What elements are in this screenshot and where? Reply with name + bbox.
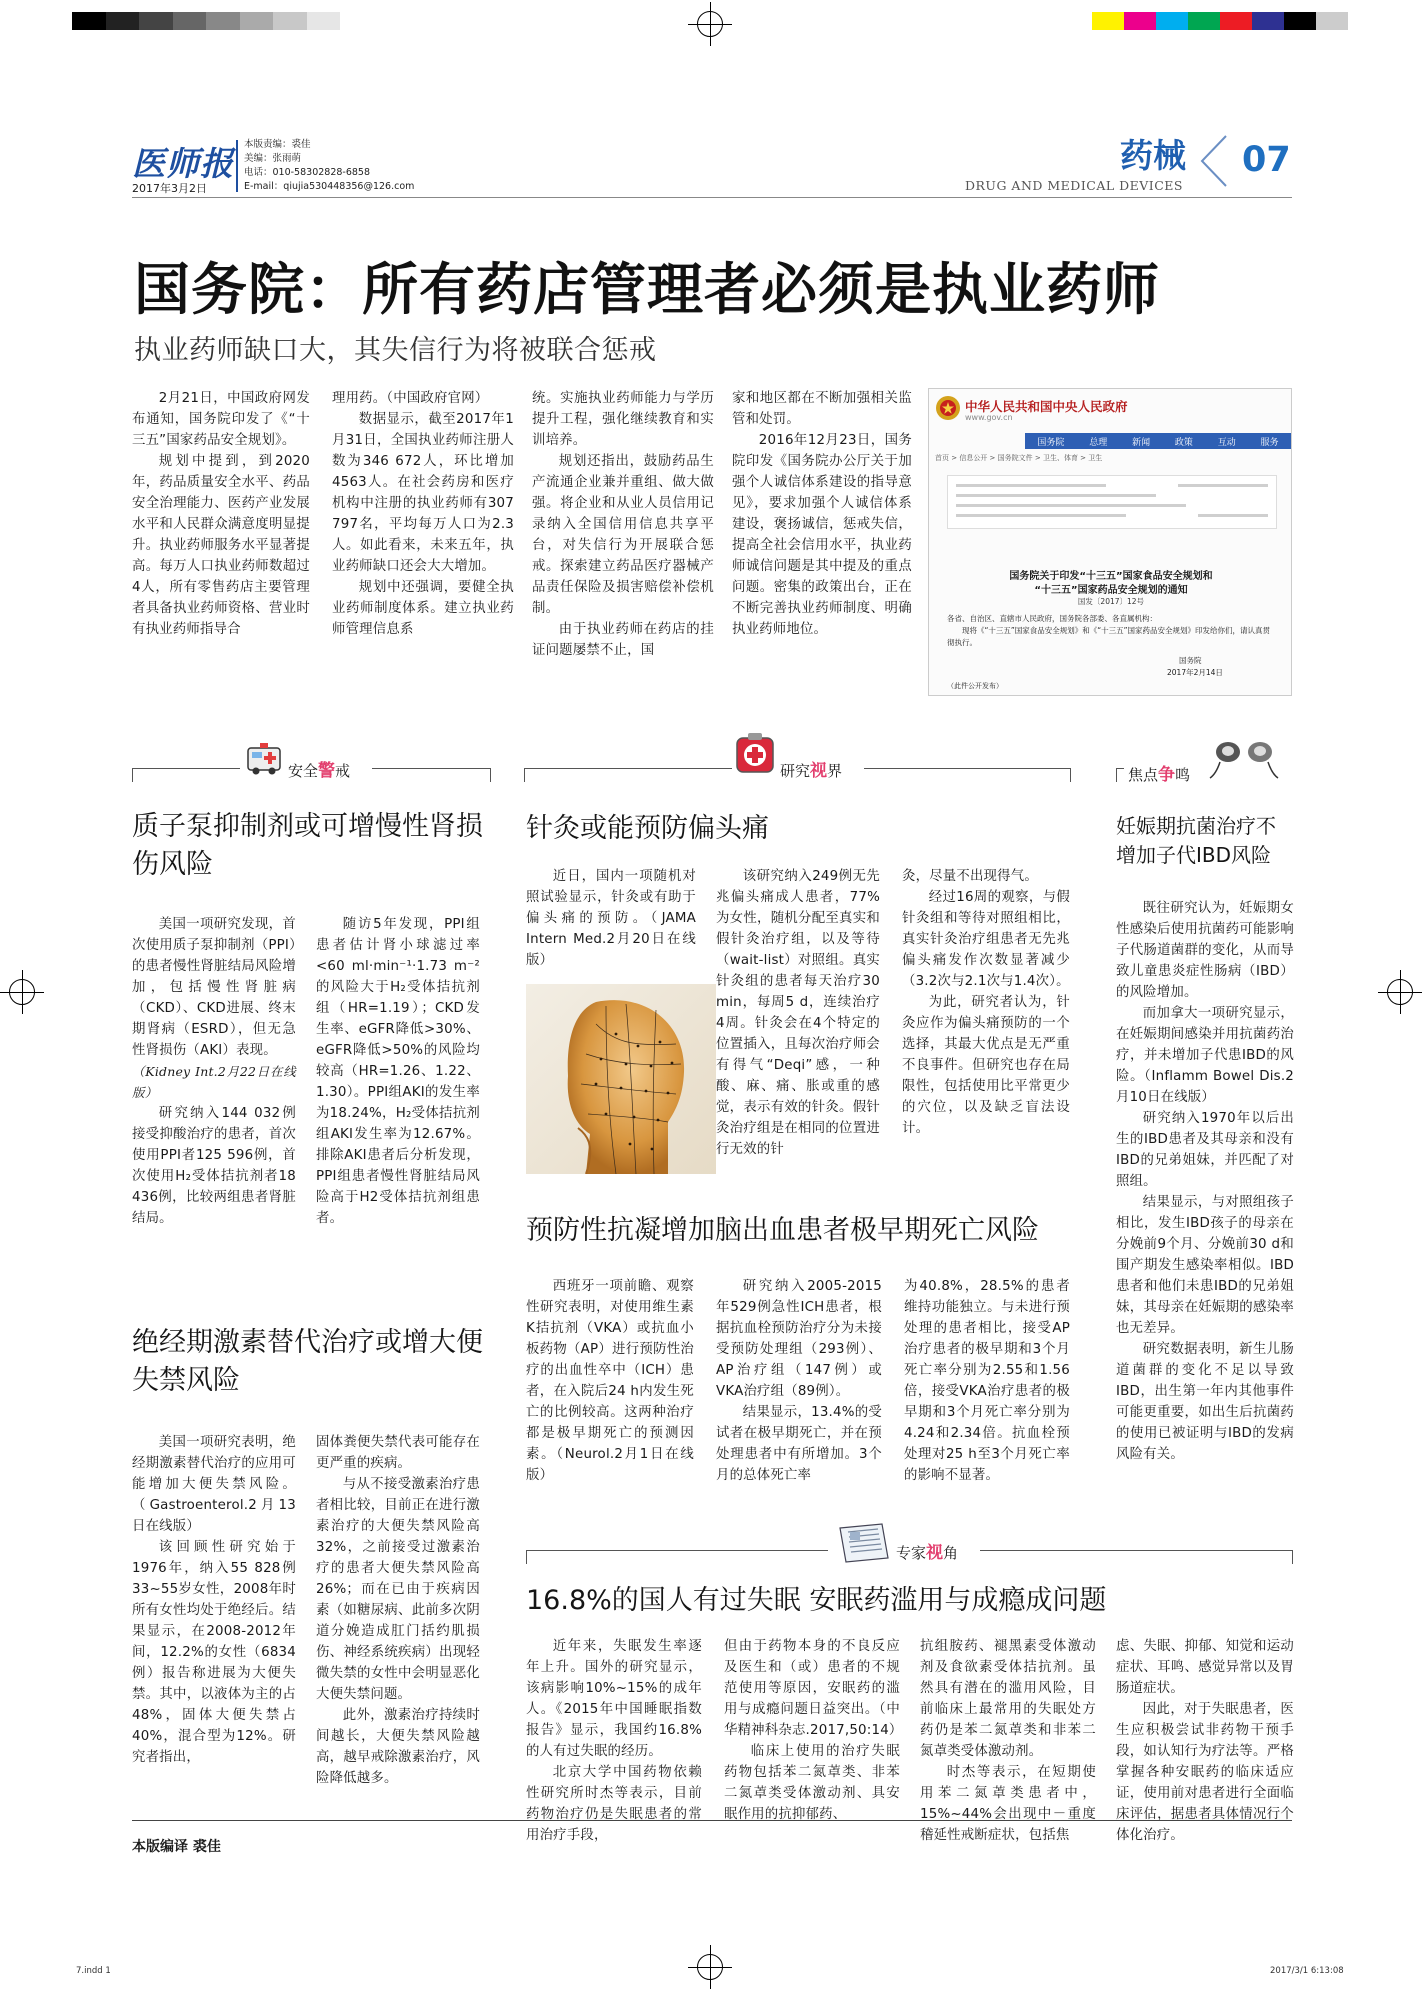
registration-mark-bottom	[688, 1945, 732, 1989]
lead-para: 家和地区都在不断加强相关监管和处罚。	[732, 391, 912, 427]
insomnia-col-2	[724, 1636, 903, 1825]
insomnia-para: 抗组胺药、褪黑素受体激动剂及食欲素受体拮抗剂。虽然具有潜在的滥用风险，目前临床上最常用的失眠处方药仍是苯二氮䓬类和非苯二氮䓬类受体激动剂。	[920, 1639, 1096, 1759]
gov-doc-meta-box	[947, 475, 1277, 529]
hrt-para: 美国一项研究表明，绝经期激素替代治疗的应用可能增加大便失禁风险。（Gastroenterol.2月13日在线版）	[132, 1435, 296, 1534]
gov-doc-sign: 国务院	[1179, 656, 1202, 665]
gov-nav-item[interactable]: 政策	[1174, 437, 1193, 448]
medical-kit-icon	[734, 732, 776, 776]
ambulance-icon	[244, 738, 284, 778]
hrt-col-1	[132, 1432, 296, 1768]
ppi-citation: （Kidney Int.2月22日在线版）	[132, 1064, 296, 1100]
masthead-date: 2017年3月2日	[132, 182, 207, 195]
insomnia-col-4	[1116, 1636, 1294, 1846]
section-chevron-icon	[1198, 134, 1228, 188]
ibd-para: 研究纳入1970年以后出生的IBD患者及其母亲和没有IBD的兄弟姐妹，并匹配了对照组。	[1116, 1111, 1294, 1189]
newspaper-icon	[834, 1520, 894, 1564]
anticoag-col-2	[716, 1276, 882, 1486]
lead-subheadline: 执业药师缺口大，其失信行为将被联合惩戒	[134, 335, 657, 366]
masthead-editor: 本版责编：裘佳	[244, 139, 311, 150]
lead-para: 理用药。（中国政府官网）	[332, 391, 489, 406]
gov-nav-item[interactable]: 互动	[1217, 437, 1236, 448]
insomnia-para: 近年来，失眠发生率逐年上升。国外的研究显示，该病影响10%~15%的成年人。《2015年中国睡眠指数报告》显示，我国约16.8%的人有过失眠的经历。	[526, 1639, 702, 1759]
hrt-col-2	[316, 1432, 480, 1789]
gov-site-name: 中华人民共和国中央人民政府	[965, 399, 1128, 414]
acupuncture-title: 针灸或能预防偏头痛	[526, 813, 769, 844]
ibd-para: 结果显示，与对照组孩子相比，发生IBD孩子的母亲在分娩前9个月、分娩前30 d和围产期发生感染率相似。IBD患者和他们未患IBD的兄弟姐妹，其母亲在妊娠期的感染率也无差异。	[1116, 1195, 1294, 1336]
gov-nav-bar	[1025, 433, 1291, 449]
insomnia-para: 临床上使用的治疗失眠药物包括苯二氮䓬类、非苯二氮䓬类受体激动剂、具安眠作用的抗抑郁药、	[724, 1744, 900, 1822]
lead-col-3	[532, 388, 714, 661]
lead-para: 由于执业药师在药店的挂证问题屡禁不止，国	[532, 622, 714, 658]
hrt-para: 此外，激素治疗持续时间越长，大便失禁风险越高，越早戒除激素治疗，风险降低越多。	[316, 1708, 480, 1786]
masthead	[132, 138, 432, 198]
debate-speakers-icon	[1208, 732, 1280, 780]
lead-headline: 国务院：所有药店管理者必须是执业药师	[134, 258, 1160, 323]
lead-para: 数据显示，截至2017年1月31日，全国执业药师注册人数为346 672人，环比增加4563人。在社会药房和医疗机构中注册的执业药师有307 797名，平均每万人口为2.3人。如此看来，未来五年，执业药师缺口还会大大增加。	[332, 412, 514, 574]
gov-nav-item[interactable]: 总理	[1089, 437, 1108, 448]
section-subtitle: DRUG AND MEDICAL DEVICES	[965, 178, 1183, 193]
lead-para: 规划中提到，到2020年，药品质量安全水平、药品安全治理能力、医药产业发展水平和人民群众满意度明显提升。执业药师服务水平显著提高。每万人口执业药师数超过4人，所有零售药店主要管理者具备执业药师资格、营业时有执业药师指导合	[132, 454, 310, 637]
lead-col-1	[132, 388, 310, 640]
anticoag-title: 预防性抗凝增加脑出血患者极早期死亡风险	[526, 1215, 1039, 1246]
registration-mark-right	[1378, 970, 1422, 1014]
acupuncture-col-2	[716, 866, 880, 1160]
insomnia-para: 时杰等表示，在短期使用苯二氮䓬类患者中，15%~44%会出现中－重度稽延性戒断症状，包括焦	[920, 1765, 1096, 1843]
acupuncture-para: 灸，尽量不出现得气。	[902, 869, 1038, 884]
anticoag-col-1	[526, 1276, 694, 1486]
insomnia-para: 因此，对于失眠患者，医生应积极尝试非药物干预手段，如认知行为疗法等。严格掌握各种安眠药的临床适应证，使用前对患者进行全面临床评估，据患者具体情况行个体化治疗。	[1116, 1702, 1294, 1843]
label-focus: 焦点争鸣	[1128, 765, 1191, 785]
acupuncture-figure	[526, 984, 716, 1174]
gov-document-screenshot	[928, 388, 1292, 696]
ppi-para: 研究纳入144 032例接受抑酸治疗的患者，首次使用PPI者125 596例，首次使用H₂受体拮抗剂者18 436例，比较两组患者肾脏结局。	[132, 1106, 296, 1226]
acupuncture-para: 该研究纳入249例无先兆偏头痛成人患者，77%为女性，随机分配至真实和假针灸治疗组，以及等待（wait-list）对照组。真实针灸组的患者每天治疗30 min，每周5 d，连续治疗4周。针灸会在4个特定的位置插入，且每次治疗师会有得气“Deqi”感，一种酸、麻、痛、胀或重的感觉，表示有效的针灸。假针灸治疗组是在相同的位置进行无效的针	[716, 869, 880, 1157]
ibd-body	[1116, 898, 1294, 1465]
footer-file: 7.indd 1	[76, 1966, 111, 1976]
gov-breadcrumb: 首页 > 信息公开 > 国务院文件 > 卫生、体育 > 卫生	[935, 454, 1103, 462]
insomnia-para: 北京大学中国药物依赖性研究所时杰等表示，目前药物治疗仍是失眠患者的常用治疗手段，	[526, 1765, 702, 1843]
gov-doc-public-note: （此件公开发布）	[947, 682, 1003, 690]
ppi-title: 质子泵抑制剂或可增慢性肾损伤风险	[132, 811, 483, 880]
lead-para: 2月21日，中国政府网发布通知，国务院印发了《“十三五”国家药品安全规划》。	[132, 391, 310, 448]
footer-compiler: 本版编译 裘佳	[132, 1839, 221, 1855]
anticoag-para: 结果显示，13.4%的受试者在极早期死亡，并在预处理患者中有所增加。3个月的总体死亡率	[716, 1405, 882, 1483]
hrt-para: 与从不接受激素治疗患者相比较，目前正在进行激素治疗的大便失禁风险高32%，之前接受过激素治疗的患者大便失禁风险高26%；而在已由于疾病因素（如糖尿病、此前多次阴道分娩造成肛门括约肌损伤、神经系统疾病）出现轻微失禁的女性中会明显恶化大便失禁问题。	[316, 1477, 480, 1702]
registration-mark-left	[0, 970, 44, 1014]
label-research: 研究视界	[780, 761, 843, 781]
acupuncture-head-model-icon	[526, 984, 716, 1174]
gov-doc-title-2: “十三五”国家药品安全规划的通知	[1034, 585, 1188, 596]
anticoag-para: 为40.8%，28.5%的患者维持功能独立。与未进行预处理的患者相比，接受AP治疗患者的极早期和3个月死亡率分别为2.55和1.56倍，接受VKA治疗患者的极早期和3个月死亡率分别为4.24和2.34倍。抗血栓预处理对25 h至3个月死亡率的影响不显著。	[904, 1279, 1070, 1483]
ibd-para: 研究数据表明，新生儿肠道菌群的变化不足以导致IBD，出生第一年内其他事件可能更重要，如出生后抗菌药的使用已被证明与IBD的发病风险有关。	[1116, 1342, 1294, 1462]
ppi-para: 随访5年发现，PPI组患者估计肾小球滤过率<60 ml·min⁻¹·1.73 m⁻²的风险大于H₂受体拮抗剂组（HR=1.19）；CKD发生率、eGFR降低>30%、eGFR降低>50%的风险均较高（HR=1.26、1.22、1.30）。PPI组AKI的发生率为18.24%，H₂受体拮抗剂组AKI发生率为12.67%。排除AKI患者后分析发现，PPI组患者慢性肾脏结局风险高于H2受体拮抗剂组患者。	[316, 917, 480, 1226]
masthead-phone: 电话：010-58302828-6858	[244, 167, 371, 178]
label-safety: 安全警戒	[288, 761, 351, 781]
masthead-email[interactable]: E-mail：qiujia530448356@126.com	[244, 181, 415, 192]
lead-para: 规划中还强调，要健全执业药师制度体系。建立执业药师管理信息系	[332, 580, 514, 637]
ibd-para: 而加拿大一项研究显示，在妊娠期间感染并用抗菌药治疗，并未增加子代患IBD的风险。（Inflamm Bowel Dis.2月10日在线版）	[1116, 1006, 1294, 1105]
lead-para: 统。实施执业药师能力与学历提升工程，强化继续教育和实训培养。	[532, 391, 714, 448]
section-title: 药械	[1120, 136, 1186, 175]
ibd-title: 妊娠期抗菌治疗不增加子代IBD风险	[1116, 814, 1276, 867]
acupuncture-intro: 近日，国内一项随机对照试验显示，针灸或有助于偏头痛的预防。（JAMA Intern Med.2月20日在线版）	[526, 869, 696, 968]
footer-timestamp: 2017/3/1 6:13:08	[1270, 1966, 1344, 1976]
acupuncture-col-3	[902, 866, 1070, 1139]
lead-col-4	[732, 388, 912, 640]
section-page-number: 07	[1242, 140, 1291, 180]
print-color-bar-black	[72, 12, 340, 30]
acupuncture-para: 为此，研究者认为，针灸应作为偏头痛预防的一个选择，其最大优点是无严重不良事件。但研究也存在局限性，包括使用比平常更少的穴位，以及缺乏盲法设计。	[902, 995, 1070, 1136]
masthead-logo: 医师报	[132, 144, 234, 183]
anticoag-para: 研究纳入2005-2015年529例急性ICH患者，根据抗血栓预防治疗分为未接受预防处理组（293例）、AP治疗组（147例）或VKA治疗组（89例）。	[716, 1279, 882, 1399]
acupuncture-para: 经过16周的观察，与假针灸组和等待对照组相比，真实针灸治疗组患者无先兆偏头痛发作次数显著减少（3.2次与2.1次与1.4次）。	[902, 890, 1070, 989]
lead-col-2	[332, 388, 514, 640]
gov-nav-item[interactable]: 国务院	[1037, 437, 1065, 448]
gov-doc-body: 现将《“十三五”国家食品安全规划》和《“十三五”国家药品安全规划》印发给你们，请认真贯彻执行。	[947, 626, 1271, 647]
ppi-col-2	[316, 914, 480, 1229]
insomnia-title: 16.8%的国人有过失眠 安眠药滥用与成瘾成问题	[526, 1585, 1107, 1616]
gov-nav-item[interactable]: 服务	[1260, 437, 1279, 448]
masthead-art-editor: 美编：张雨萌	[244, 153, 302, 164]
header-rule	[132, 197, 1292, 198]
anticoag-para: 西班牙一项前瞻、观察性研究表明，对使用维生素K拮抗剂（VKA）或抗血小板药物（AP）进行预防性治疗的出血性卒中（ICH）患者，在入院后24 h内发生死亡的比例较高。这两种治疗都是极早期死亡的预测因素。（Neurol.2月1日在线版）	[526, 1279, 694, 1483]
gov-site-url[interactable]: www.gov.cn	[965, 413, 1013, 422]
print-color-bar-cmyk	[1092, 12, 1348, 30]
registration-mark-top	[688, 2, 732, 46]
section-header	[960, 130, 1300, 200]
label-expert: 专家视角	[896, 1543, 959, 1563]
lead-para: 2016年12月23日，国务院印发《国务院办公厅关于加强个人诚信体系建设的指导意见》，要求加强个人诚信体系建设，褒扬诚信，惩戒失信，提高全社会信用水平，执业药师诚信问题是其中提及的重点问题。密集的政策出台，正在不断完善执业药师制度、明确执业药师地位。	[732, 433, 912, 637]
gov-doc-sign-date: 2017年2月14日	[1167, 668, 1223, 677]
insomnia-para: 但由于药物本身的不良反应及医生和（或）患者的不规范使用等原因，安眠药的滥用与成瘾问题日益突出。（中华精神科杂志.2017,50:14）	[724, 1639, 903, 1738]
hrt-title: 绝经期激素替代治疗或增大便失禁风险	[132, 1327, 483, 1396]
insomnia-col-3	[920, 1636, 1096, 1846]
anticoag-col-3	[904, 1276, 1070, 1486]
gov-nav-item[interactable]: 新闻	[1132, 437, 1151, 448]
ppi-para: 美国一项研究发现，首次使用质子泵抑制剂（PPI）的患者慢性肾脏结局风险增加，包括慢性肾脏病（CKD）、CKD进展、终末期肾病（ESRD），但无急性肾损伤（AKI）表现。	[132, 917, 296, 1058]
lead-para: 规划还指出，鼓励药品生产流通企业兼并重组、做大做强。将企业和从业人员信用记录纳入全国信用信息共享平台，对失信行为开展联合惩戒。探索建立药品医疗器械产品责任保险及损害赔偿补偿机制。	[532, 454, 714, 616]
footer-rule	[132, 1820, 1292, 1821]
gov-doc-title-1: 国务院关于印发“十三五”国家食品安全规划和	[1009, 571, 1213, 582]
ibd-para: 既往研究认为，妊娠期女性感染后使用抗菌药可能影响子代肠道菌群的变化，从而导致儿童患炎症性肠病（IBD）的风险增加。	[1116, 901, 1294, 1000]
gov-doc-number: 国发〔2017〕12号	[1077, 597, 1145, 606]
gov-doc-salutation: 各省、自治区、直辖市人民政府，国务院各部委、各直属机构：	[947, 614, 1157, 623]
insomnia-col-1	[526, 1636, 702, 1846]
national-emblem-icon	[935, 395, 961, 421]
ppi-col-1	[132, 914, 296, 1229]
hrt-para: 固体粪便失禁代表可能存在更严重的疾病。	[316, 1435, 480, 1471]
insomnia-para: 虑、失眠、抑郁、知觉和运动症状、耳鸣、感觉异常以及胃肠道症状。	[1116, 1639, 1294, 1696]
hrt-para: 该回顾性研究始于1976年，纳入55 828例33~55岁女性，2008年时所有女性均处于绝经后。结果显示，在2008-2012年间，12.2%的女性（6834例）报告称进展为大便失禁。其中，以液体为主的占48%，固体大便失禁占40%，混合型为12%。研究者指出，	[132, 1540, 296, 1765]
